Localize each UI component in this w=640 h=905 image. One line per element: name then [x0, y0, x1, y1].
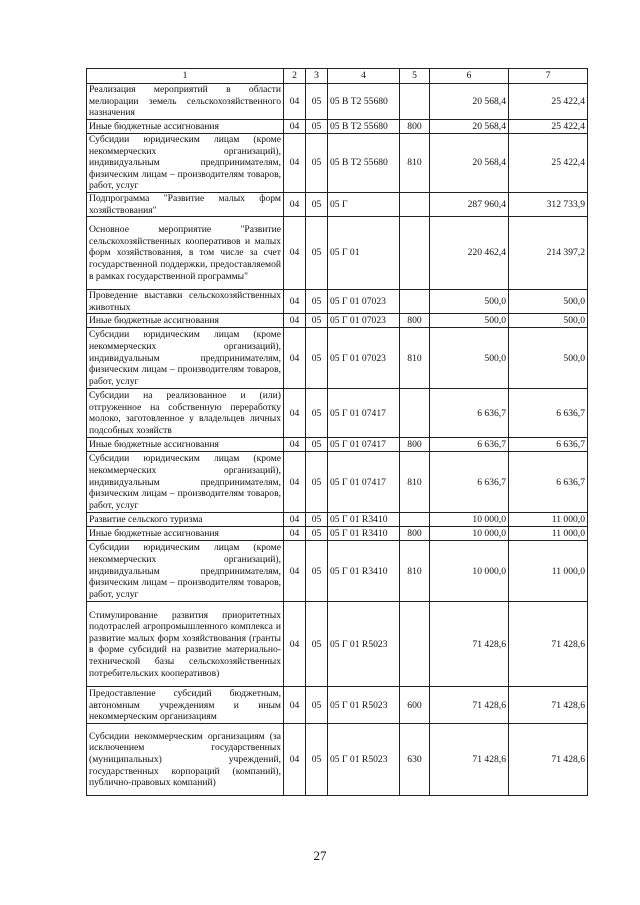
cell-amount-1: 10 000,0 [430, 527, 509, 541]
cell-target-code: 05 Г 01 07023 [328, 328, 400, 389]
cell-amount-2: 71 428,6 [509, 602, 588, 687]
cell-expense-type: 800 [400, 314, 430, 328]
cell-amount-1: 10 000,0 [430, 541, 509, 602]
cell-expense-type [400, 84, 430, 120]
cell-expense-type [400, 389, 430, 438]
cell-amount-1: 71 428,6 [430, 602, 509, 687]
table-row [87, 314, 588, 328]
cell-amount-2: 500,0 [509, 290, 588, 314]
cell-section: 04 [284, 328, 306, 389]
table-row [87, 438, 588, 452]
table-row [87, 328, 588, 389]
cell-name: Реализация мероприятий в области мелиорации земель сельскохозяйственного назначения [87, 84, 284, 120]
cell-section: 04 [284, 452, 306, 513]
cell-section: 04 [284, 134, 306, 193]
header-col-5: 5 [400, 69, 430, 84]
table-row [87, 513, 588, 527]
cell-amount-1: 20 568,4 [430, 134, 509, 193]
cell-expense-type: 600 [400, 687, 430, 724]
cell-amount-1: 71 428,6 [430, 724, 509, 796]
cell-amount-2: 11 000,0 [509, 541, 588, 602]
cell-section: 04 [284, 84, 306, 120]
cell-target-code: 05 Г 01 R5023 [328, 724, 400, 796]
cell-amount-2: 71 428,6 [509, 687, 588, 724]
table-row [87, 527, 588, 541]
cell-target-code: 05 Г 01 R3410 [328, 541, 400, 602]
cell-amount-2: 312 733,9 [509, 192, 588, 216]
cell-subsection: 05 [306, 602, 328, 687]
cell-subsection: 05 [306, 120, 328, 134]
cell-subsection: 05 [306, 452, 328, 513]
cell-amount-1: 71 428,6 [430, 687, 509, 724]
cell-subsection: 05 [306, 438, 328, 452]
table-row [87, 290, 588, 314]
cell-expense-type: 810 [400, 452, 430, 513]
header-col-1: 1 [87, 69, 284, 84]
cell-expense-type [400, 602, 430, 687]
cell-amount-1: 6 636,7 [430, 389, 509, 438]
cell-name: Предоставление субсидий бюджетным, автономным учреждениям и иным некоммерческим организациям [87, 687, 284, 724]
cell-amount-2: 500,0 [509, 328, 588, 389]
cell-section: 04 [284, 687, 306, 724]
cell-amount-1: 287 960,4 [430, 192, 509, 216]
cell-amount-1: 10 000,0 [430, 513, 509, 527]
cell-subsection: 05 [306, 687, 328, 724]
cell-section: 04 [284, 290, 306, 314]
table-row [87, 724, 588, 796]
cell-section: 04 [284, 602, 306, 687]
table-row [87, 217, 588, 290]
cell-subsection: 05 [306, 328, 328, 389]
cell-subsection: 05 [306, 724, 328, 796]
table-row [87, 602, 588, 687]
cell-amount-2: 11 000,0 [509, 527, 588, 541]
cell-target-code: 05 Г 01 R5023 [328, 602, 400, 687]
cell-amount-1: 6 636,7 [430, 438, 509, 452]
cell-amount-2: 25 422,4 [509, 84, 588, 120]
cell-name: Субсидии юридическим лицам (кроме некоммерческих организаций), индивидуальным предпринимателям, физическим лицам – производителям товаров, работ, услуг [87, 134, 284, 193]
table-row [87, 192, 588, 216]
cell-amount-1: 20 568,4 [430, 120, 509, 134]
cell-subsection: 05 [306, 513, 328, 527]
cell-target-code: 05 Г 01 07417 [328, 438, 400, 452]
table-row [87, 134, 588, 193]
cell-section: 04 [284, 217, 306, 290]
cell-expense-type: 630 [400, 724, 430, 796]
cell-amount-2: 6 636,7 [509, 438, 588, 452]
cell-section: 04 [284, 120, 306, 134]
cell-subsection: 05 [306, 541, 328, 602]
table-header [87, 69, 588, 84]
table-row [87, 389, 588, 438]
cell-target-code: 05 В Т2 55680 [328, 84, 400, 120]
table-row [87, 541, 588, 602]
cell-name: Основное мероприятие "Развитие сельскохозяйственных кооперативов и малых форм хозяйствования, в том числе за счет государственной поддержки, предоставляемой в рамках государственной программы" [87, 217, 284, 290]
cell-amount-2: 214 397,2 [509, 217, 588, 290]
cell-subsection: 05 [306, 217, 328, 290]
cell-section: 04 [284, 513, 306, 527]
cell-target-code: 05 Г 01 [328, 217, 400, 290]
cell-name: Иные бюджетные ассигнования [87, 438, 284, 452]
cell-name: Субсидии юридическим лицам (кроме некоммерческих организаций), индивидуальным предпринимателям, физическим лицам – производителям товаров, работ, услуг [87, 541, 284, 602]
header-col-3: 3 [306, 69, 328, 84]
cell-name: Проведение выставки сельскохозяйственных животных [87, 290, 284, 314]
cell-name: Стимулирование развития приоритетных подотраслей агропромышленного комплекса и развитие малых форм хозяйствования (гранты в форме субсидий на развитие материально-технической базы сельскохозяйственных потребительских кооперативов) [87, 602, 284, 687]
cell-target-code: 05 Г [328, 192, 400, 216]
cell-amount-2: 25 422,4 [509, 134, 588, 193]
cell-expense-type [400, 290, 430, 314]
cell-section: 04 [284, 314, 306, 328]
cell-target-code: 05 Г 01 R5023 [328, 687, 400, 724]
cell-target-code: 05 Г 01 07417 [328, 389, 400, 438]
cell-amount-2: 6 636,7 [509, 452, 588, 513]
cell-name: Иные бюджетные ассигнования [87, 527, 284, 541]
cell-amount-1: 500,0 [430, 290, 509, 314]
cell-name: Субсидии некоммерческим организациям (за исключением государственных (муниципальных) учреждений, государственных корпораций (компаний), публично-правовых компаний) [87, 724, 284, 796]
cell-subsection: 05 [306, 389, 328, 438]
cell-name: Иные бюджетные ассигнования [87, 120, 284, 134]
cell-expense-type: 800 [400, 438, 430, 452]
cell-amount-1: 20 568,4 [430, 84, 509, 120]
header-col-4: 4 [328, 69, 400, 84]
cell-amount-2: 11 000,0 [509, 513, 588, 527]
cell-amount-1: 500,0 [430, 314, 509, 328]
cell-section: 04 [284, 389, 306, 438]
cell-subsection: 05 [306, 134, 328, 193]
cell-name: Субсидии юридическим лицам (кроме некоммерческих организаций), индивидуальным предпринимателям, физическим лицам – производителям товаров, работ, услуг [87, 452, 284, 513]
cell-amount-1: 6 636,7 [430, 452, 509, 513]
cell-section: 04 [284, 541, 306, 602]
cell-subsection: 05 [306, 192, 328, 216]
cell-name: Субсидии юридическим лицам (кроме некоммерческих организаций), индивидуальным предпринимателям, физическим лицам – производителям товаров, работ, услуг [87, 328, 284, 389]
cell-subsection: 05 [306, 314, 328, 328]
cell-name: Иные бюджетные ассигнования [87, 314, 284, 328]
cell-expense-type: 800 [400, 527, 430, 541]
cell-section: 04 [284, 724, 306, 796]
cell-expense-type: 810 [400, 541, 430, 602]
cell-section: 04 [284, 527, 306, 541]
cell-expense-type [400, 192, 430, 216]
cell-expense-type: 800 [400, 120, 430, 134]
cell-amount-1: 500,0 [430, 328, 509, 389]
cell-amount-2: 71 428,6 [509, 724, 588, 796]
table-row [87, 84, 588, 120]
cell-target-code: 05 Г 01 R3410 [328, 527, 400, 541]
table-body [87, 84, 588, 796]
cell-target-code: 05 В Т2 55680 [328, 120, 400, 134]
cell-section: 04 [284, 192, 306, 216]
cell-amount-2: 500,0 [509, 314, 588, 328]
page-number: 27 [313, 848, 327, 863]
cell-target-code: 05 Г 01 07023 [328, 290, 400, 314]
cell-subsection: 05 [306, 290, 328, 314]
cell-amount-1: 220 462,4 [430, 217, 509, 290]
cell-expense-type [400, 217, 430, 290]
cell-target-code: 05 Г 01 07417 [328, 452, 400, 513]
cell-expense-type: 810 [400, 328, 430, 389]
cell-target-code: 05 В Т2 55680 [328, 134, 400, 193]
cell-name: Развитие сельского туризма [87, 513, 284, 527]
table-row [87, 452, 588, 513]
table-row [87, 687, 588, 724]
cell-expense-type: 810 [400, 134, 430, 193]
cell-target-code: 05 Г 01 07023 [328, 314, 400, 328]
cell-expense-type [400, 513, 430, 527]
cell-amount-2: 6 636,7 [509, 389, 588, 438]
header-row [87, 69, 588, 84]
header-col-7: 7 [509, 69, 588, 84]
cell-subsection: 05 [306, 527, 328, 541]
cell-section: 04 [284, 438, 306, 452]
cell-name: Субсидии на реализованное и (или) отгруженное на собственную переработку молоко, заготовленное у владельцев личных подсобных хозяйств [87, 389, 284, 438]
budget-table [86, 68, 588, 796]
cell-name: Подпрограмма "Развитие малых форм хозяйствования" [87, 192, 284, 216]
cell-subsection: 05 [306, 84, 328, 120]
table-row [87, 120, 588, 134]
header-col-6: 6 [430, 69, 509, 84]
header-col-2: 2 [284, 69, 306, 84]
cell-amount-2: 25 422,4 [509, 120, 588, 134]
cell-target-code: 05 Г 01 R3410 [328, 513, 400, 527]
